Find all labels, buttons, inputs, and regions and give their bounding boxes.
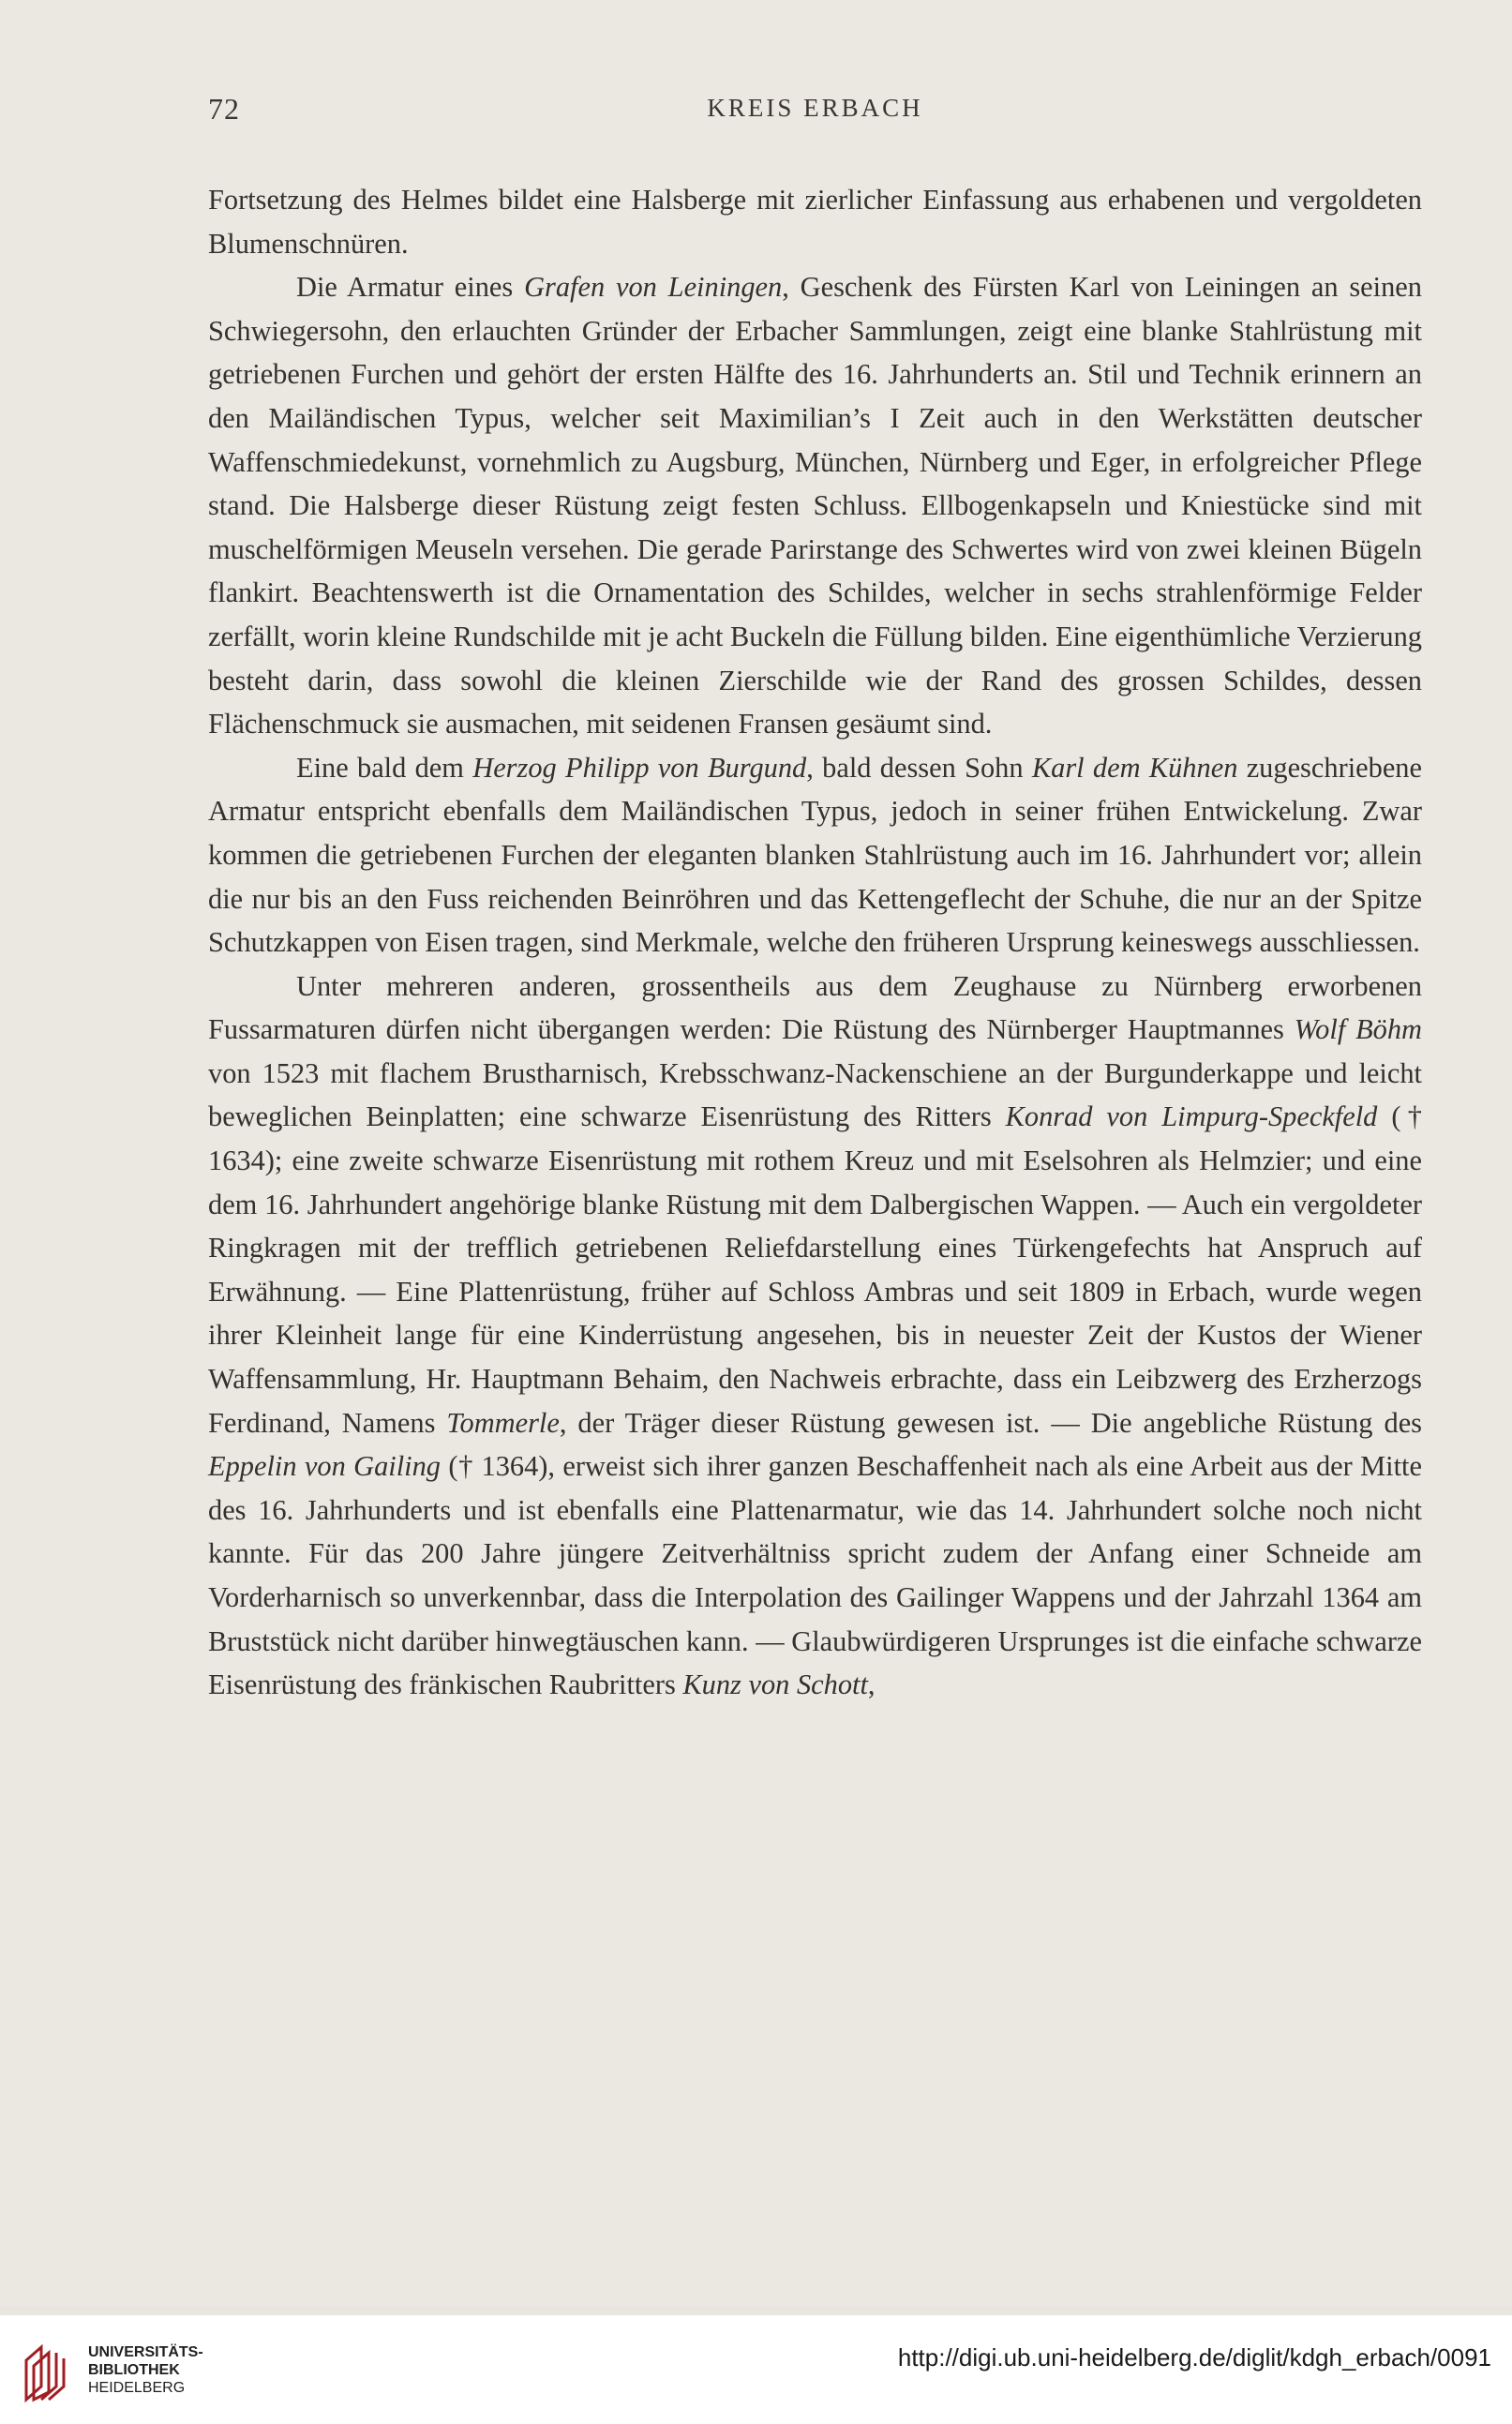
italic-name: Eppelin von Gailing (208, 1450, 441, 1483)
source-url-link[interactable]: http://digi.ub.uni-heidelberg.de/diglit/kdgh_erbach/0091 (897, 2343, 1491, 2372)
footer-bar (0, 2315, 1512, 2424)
text-run: , Geschenk des Fürsten Karl von Leiningen an seinen Schwiegersohn, den erlauchten Gründer der Erbacher Sammlungen, zeigt eine blanke Stahlrüstung mit getriebenen Furchen und gehört der ersten Hälfte des 16. Jahrhunderts an. Stil und Technik erinnern an den Mailändischen Typus, welcher seit Maximilian’s I Zeit auch in den Werkstätten deutscher Waffenschmiedekunst, vornehmlich zu Augsburg, München, Nürnberg und Eger, in erfolgreicher Pflege stand. Die Halsberge dieser Rüstung zeigt festen Schluss. Ellbogenkapseln und Kniestücke sind mit muschelförmigen Meuseln versehen. Die gerade Parirstange des Schwertes wird von zwei kleinen Bügeln flankirt. Beachtenswerth ist die Ornamentation des Schildes, welcher in sechs strahlenförmige Felder zerfällt, worin kleine Rundschilde mit je acht Buckeln die Füllung bilden. Eine eigenthümliche Verzierung besteht darin, dass sowohl die kleinen Zierschilde wie der Rand des grossen Schildes, dessen Flächenschmuck sie ausmachen, mit seidenen Fransen gesäumt sind. (208, 271, 1422, 741)
italic-name: Kunz von Schott (682, 1668, 868, 1701)
paragraph (208, 746, 1422, 965)
institution-name (88, 2343, 203, 2397)
text-run: Die Armatur eines (296, 271, 525, 304)
italic-name: Wolf Böhm (1294, 1013, 1422, 1046)
heidelberg-library-logo-icon (21, 2340, 77, 2405)
text-run: , bald dessen Sohn (806, 751, 1032, 784)
text-run: († 1634); eine zweite schwarze Eisenrüstung mit rothem Kreuz und mit Eselsohren als Helmzier; und eine dem 16. Jahrhundert angehörige blanke Rüstung mit dem Dalbergischen Wappen. — Auch ein vergoldeter Ringkragen mit der trefflich getriebenen Reliefdarstellung eines Türkengefechts hat Anspruch auf Erwähnung. — Eine Plattenrüstung, früher auf Schloss Ambras und seit 1809 in Erbach, wurde wegen ihrer Kleinheit lange für eine Kinderrüstung angesehen, bis in neuester Zeit der Kustos der Wiener Waffensammlung, Hr. Hauptmann Behaim, den Nachweis erbrachte, dass ein Leibzwerg des Erzherzogs Ferdinand, Namens (208, 1100, 1422, 1439)
text-run: , (867, 1668, 876, 1701)
text-run: von 1523 mit flachem Brustharnisch, Krebsschwanz-Nackenschiene an der Burgunderkappe und leicht beweglichen Beinplatten; eine schwarze Eisenrüstung des Ritters (208, 1056, 1422, 1133)
text-run: Eine bald dem (296, 751, 473, 784)
paragraph (208, 265, 1422, 746)
text-run: († 1364), erweist sich ihrer ganzen Beschaffenheit nach als eine Arbeit aus der Mitte des 16. Jahrhunderts und ist ebenfalls eine Plattenarmatur, wie das 14. Jahrhundert solche noch nicht kannte. Für das 200 Jahre jüngere Zeitverhältniss spricht zudem der Anfang einer Schneide am Vorderharnisch so unverkennbar, dass die Interpolation des Gailinger Wappens und der Jahrzahl 1364 am Bruststück nicht darüber hinwegtäuschen kann. — Glaubwürdigeren Ursprunges ist die einfache schwarze Eisenrüstung des fränkischen Raubritters (208, 1450, 1422, 1701)
italic-name: Tommerle (446, 1406, 560, 1439)
paragraph (208, 178, 1422, 265)
running-head: KREIS ERBACH (707, 94, 923, 122)
page-header (208, 92, 1422, 129)
paragraph (208, 965, 1422, 1707)
italic-name: Herzog Philipp von Burgund (472, 751, 807, 784)
italic-name: Grafen von Leiningen (524, 271, 783, 304)
institution-line: HEIDELBERG (88, 2380, 186, 2396)
text-run: , der Träger dieser Rüstung gewesen ist. — Die angebliche Rüstung des (559, 1406, 1423, 1439)
text-run: Unter mehreren anderen, grossentheils aus dem Zeughause zu Nürnberg erworbenen Fussarmaturen dürfen nicht übergangen werden: Die Rüstung des Nürnberger Hauptmannes (208, 969, 1422, 1046)
text-run: Fortsetzung des Helmes bildet eine Halsberge mit zierlicher Einfassung aus erhabenen und vergoldeten Blumenschnüren. (208, 184, 1422, 260)
body-text (208, 178, 1422, 1707)
institution-line: BIBLIOTHEK (88, 2362, 180, 2378)
italic-name: Karl dem Kühnen (1031, 751, 1238, 784)
text-run: zugeschriebene Armatur entspricht ebenfalls dem Mailändischen Typus, jedoch in seiner frühen Entwickelung. Zwar kommen die getriebenen Furchen der eleganten blanken Stahlrüstung auch im 16. Jahrhundert vor; allein die nur bis an den Fuss reichenden Beinröhren und das Kettengeflecht der Schuhe, die nur an der Spitze Schutzkappen von Eisen tragen, sind Merkmale, welche den früheren Ursprung keineswegs ausschliessen. (208, 751, 1422, 959)
italic-name: Konrad von Limpurg-Speckfeld (1005, 1100, 1378, 1133)
page-number: 72 (208, 92, 240, 126)
institution-line: UNIVERSITÄTS- (88, 2344, 203, 2360)
